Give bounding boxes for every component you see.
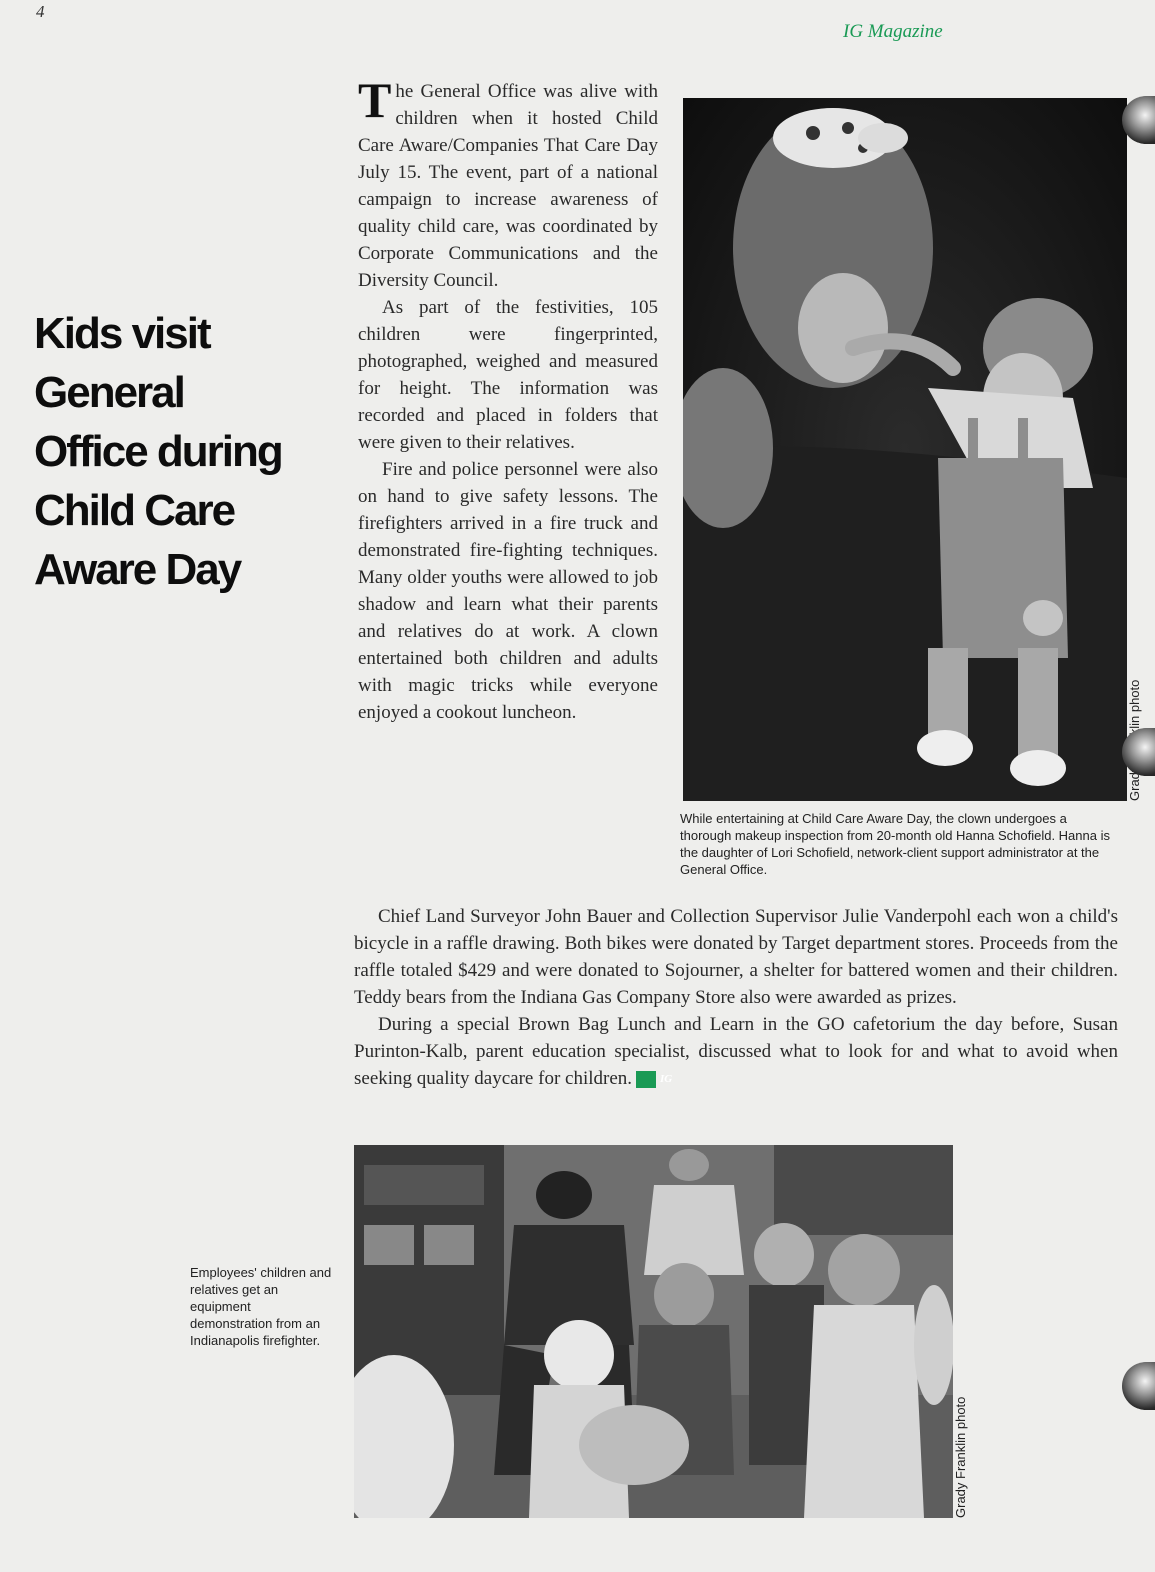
page-number: 4 — [36, 2, 45, 21]
clown-photo — [683, 98, 1127, 801]
photo-caption: While entertaining at Child Care Aware Day, the clown undergoes a thorough makeup inspection from 20-month old Hanna Schofield. Hanna is the daughter of Lori Schofield, network-client support administrator at the General Office. — [680, 811, 1110, 877]
article-column-left — [358, 72, 658, 726]
drop-cap: T — [358, 72, 392, 128]
binder-hole-icon — [1122, 1362, 1155, 1410]
headline-line: Kids visit — [34, 309, 210, 358]
ig-end-mark-icon: IG — [636, 1071, 656, 1088]
article-column-wide — [354, 903, 1118, 1092]
firefighter-photo — [354, 1145, 953, 1518]
article-paragraph: Fire and police personnel were also on hand to give safety lessons. The firefighters arrived in a fire truck and demonstrated fire-fighting techniques. Many older youths were allowed to job shadow and learn what their parents and relatives do at work. A clown entertained both children and adults with magic tricks while everyone enjoyed a cookout luncheon. — [358, 459, 658, 723]
paragraph-text: he General Office was alive with children when it hosted Child Care Aware/Companies That Care Day July 15. The event, part of a national campaign to increase awareness of quality child care, was coordinated by Corporate Communications and the Diversity Council. — [358, 81, 658, 291]
headline-line: Office during — [34, 427, 282, 476]
article-headline — [34, 304, 334, 599]
clown-photo-illustration — [683, 98, 1127, 801]
headline-line: General — [34, 368, 184, 417]
article-paragraph — [354, 1011, 1118, 1092]
headline-line: Aware Day — [34, 545, 241, 594]
photo-credit: Grady Franklin photo — [953, 1396, 968, 1518]
headline-line: Child Care — [34, 486, 235, 535]
publication-name: IG Magazine — [843, 21, 943, 42]
paragraph-text: During a special Brown Bag Lunch and Learn in the GO cafetorium the day before, Susan Purinton-Kalb, parent education specialist, discussed what to look for and what to avoid when seeking quality daycare for children. — [354, 1014, 1118, 1089]
photo-caption: Employees' children and relatives get an equipment demonstration from an Indianapolis firefighter. — [190, 1265, 332, 1348]
article-paragraph: Chief Land Surveyor John Bauer and Collection Supervisor Julie Vanderpohl each won a child's bicycle in a raffle drawing. Both bikes were donated by Target department stores. Proceeds from the raffle totaled $429 and were donated to Sojourner, a shelter for battered women and their children. Teddy bears from the Indiana Gas Company Store also were awarded as prizes. — [354, 906, 1118, 1008]
article-paragraph: As part of the festivities, 105 children were fingerprinted, photographed, weighed and measured for height. The information was recorded and placed in folders that were given to their relatives. — [358, 297, 658, 453]
firefighter-photo-illustration — [354, 1145, 953, 1518]
article-paragraph — [358, 72, 658, 294]
